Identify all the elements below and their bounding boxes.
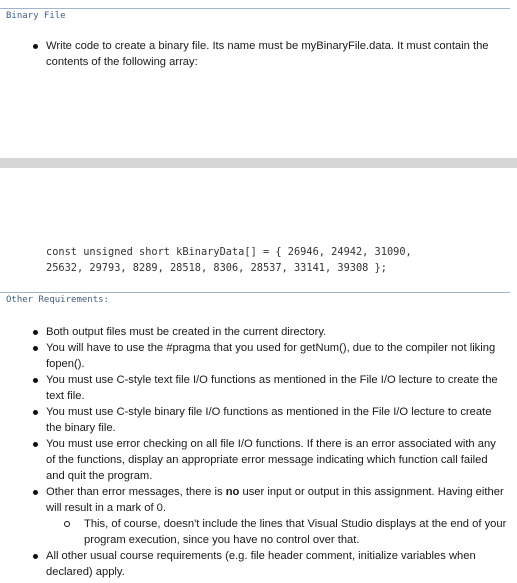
list-item [0, 436, 517, 484]
bullet-icon [33, 442, 38, 447]
list-item [0, 372, 517, 404]
bullet-icon [33, 330, 38, 335]
other-requirements-header: Other Requirements: [0, 292, 510, 307]
code-line-1: const unsigned short kBinaryData[] = { 26946, 24942, 31090, [46, 246, 412, 258]
requirement-text: Both output files must be created in the current directory. [46, 326, 327, 338]
bullet-icon [33, 410, 38, 415]
requirement-text-pre: Other than error messages, there is [46, 486, 226, 498]
list-item [0, 340, 517, 372]
requirement-text: All other usual course requirements (e.g. file header comment, initialize variables when declared) apply. [46, 550, 476, 578]
code-line-2: 25632, 29793, 8289, 28518, 8306, 28537, 33141, 39308 }; [46, 262, 387, 274]
bullet-icon [33, 490, 38, 495]
list-item [0, 404, 517, 436]
code-block [46, 244, 511, 276]
list-item [0, 324, 517, 340]
page-divider [0, 158, 517, 168]
binary-file-bullet-text: Write code to create a binary file. Its name must be myBinaryFile.data. It must contain the contents of the following array: [46, 40, 489, 68]
bullet-icon [33, 346, 38, 351]
list-item [0, 548, 517, 580]
sub-bullet-icon [64, 521, 70, 527]
binary-file-header: Binary File [0, 8, 510, 23]
list-item [0, 484, 517, 516]
requirement-text: You must use error checking on all file I/O functions. If there is an error associated with any of the functions, display an appropriate error message indicating which function call failed and quit the program. [46, 438, 496, 482]
sub-requirement-text: This, of course, doesn't include the lines that Visual Studio displays at the end of your program execution, since you have no control over that. [84, 518, 507, 546]
binary-file-list [0, 38, 517, 70]
requirements-list [0, 324, 517, 580]
requirement-text: You must use C-style binary file I/O functions as mentioned in the File I/O lecture to create the binary file. [46, 406, 492, 434]
requirement-text-emphasis: no [225, 486, 240, 498]
requirement-text-post: user input or output in this assignment. Having either will result in a mark of 0. [46, 486, 504, 514]
bullet-icon [33, 44, 38, 49]
requirement-text: You must use C-style text file I/O functions as mentioned in the File I/O lecture to create the text file. [46, 374, 498, 402]
bullet-icon [33, 378, 38, 383]
list-item [0, 38, 517, 70]
bullet-icon [33, 554, 38, 559]
list-item [0, 516, 517, 548]
requirement-text: You will have to use the #pragma that you used for getNum(), due to the compiler not liking fopen(). [46, 342, 496, 370]
